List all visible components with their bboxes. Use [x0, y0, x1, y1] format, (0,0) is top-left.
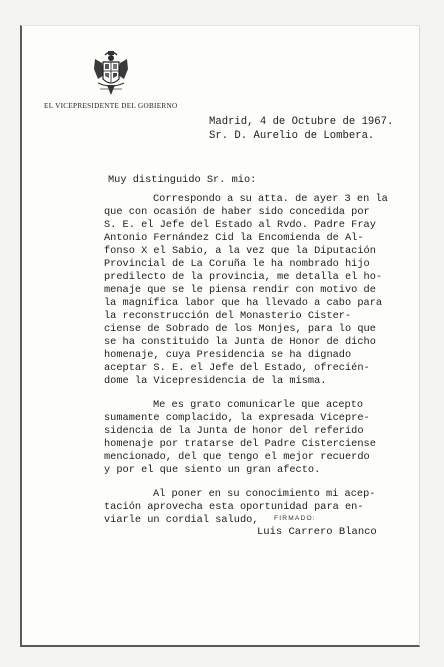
body-line: Antonio Fernández Cid la Encomienda de Al- — [104, 232, 364, 244]
body-line: Provincial de La Coruña le ha nombrado hijo — [104, 258, 370, 270]
coat-of-arms-icon — [92, 49, 130, 97]
letter-sheet — [20, 25, 420, 647]
body-line: dome la Vicepresidencia de la misma. — [104, 375, 327, 387]
body-line: ciense de Sobrado de los Monjes, para lo que — [104, 323, 376, 335]
salutation: Muy distinguido Sr. mio: — [108, 174, 257, 186]
body-line: Al poner en su conocimiento mi acep- — [153, 488, 376, 500]
body-line: tación aprovecha esta oportunidad para en- — [104, 501, 364, 513]
body-line: aceptar S. E. el Jefe del Estado, ofrecién- — [104, 362, 370, 374]
body-line: fonso X el Sabio, a la vez que la Diputación — [104, 245, 376, 257]
body-line: viarle un cordial saludo, — [104, 514, 259, 526]
body-line: predilecto de la provincia, me detalla el ho- — [104, 271, 383, 283]
body-line: que con ocasión de haber sido concedida por — [104, 206, 370, 218]
recipient: Sr. D. Aurelio de Lombera. — [209, 130, 375, 142]
body-line: sumamente complacido, la expresada Vicepre- — [104, 412, 370, 424]
body-line: sidencia de la Junta de honor del referido — [104, 425, 364, 437]
body-line: menaje que se le piensa rendir con motivo de — [104, 284, 376, 296]
body-line: la reconstrucción del Monasterio Cister- — [104, 310, 352, 322]
office-title: EL VICEPRESIDENTE DEL GOBIERNO — [44, 102, 178, 110]
body-line: Correspondo a su atta. de ayer 3 en la — [153, 193, 388, 205]
body-line: homenaje, cuya Presidencia se ha dignado — [104, 349, 352, 361]
body-line: mencionado, del que tengo el mejor recuerdo — [104, 451, 370, 463]
body-line: la magnífica labor que ha llevado a cabo para — [104, 297, 383, 309]
body-line: se ha constituido la Junta de Honor de dicho — [104, 336, 376, 348]
signatory-name: Luis Carrero Blanco — [257, 526, 377, 538]
letter-date: Madrid, 4 de Octubre de 1967. — [209, 116, 394, 128]
body-line: homenaje por tratarse del Padre Cisterciense — [104, 438, 376, 450]
body-line: S. E. el Jefe del Estado al Rvdo. Padre Fray — [104, 219, 376, 231]
body-line: y por el que siento un gran afecto. — [104, 464, 321, 476]
body-line: Me es grato comunicarle que acepto — [153, 399, 364, 411]
signed-label: FIRMADO: — [274, 515, 316, 522]
